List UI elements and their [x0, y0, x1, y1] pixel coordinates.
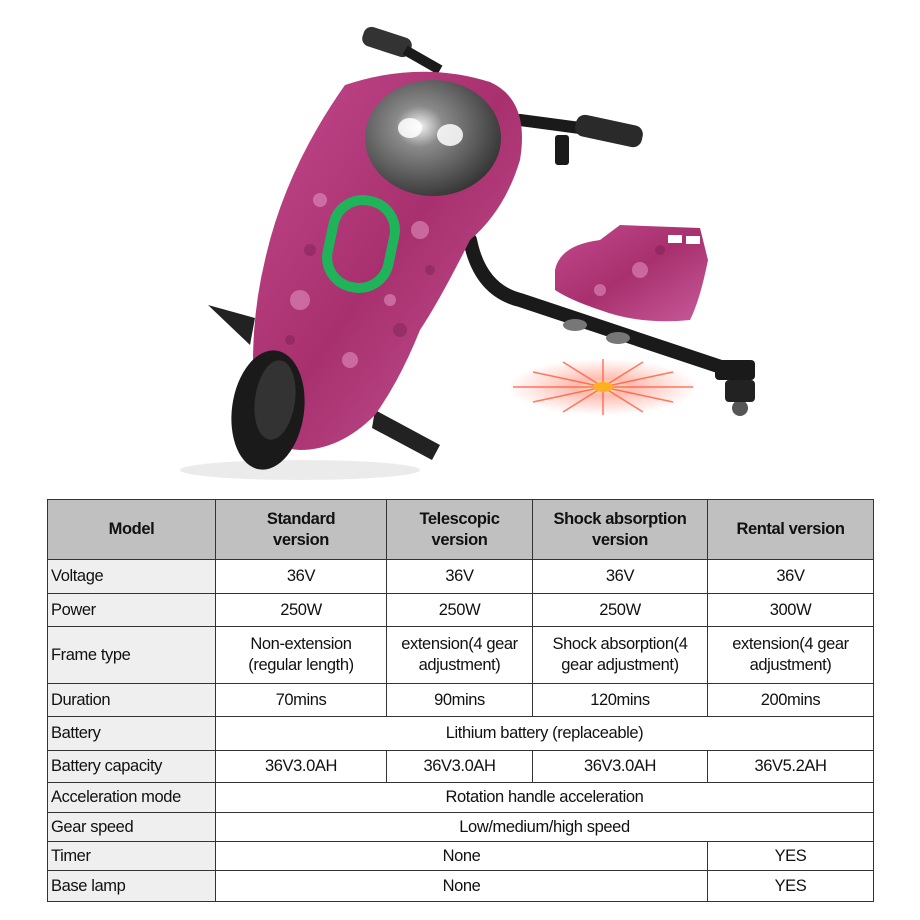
- table-row: [48, 842, 874, 871]
- table-row: [48, 560, 874, 594]
- row-label: Battery capacity: [48, 751, 216, 783]
- merged-cell: Lithium battery (replaceable): [216, 717, 874, 751]
- cell: 200mins: [708, 684, 874, 717]
- cell: 36V: [216, 560, 387, 594]
- row-label: Timer: [48, 842, 216, 871]
- spec-table: [47, 499, 874, 902]
- cell: 36V3.0AH: [533, 751, 708, 783]
- cell: 120mins: [533, 684, 708, 717]
- row-label: Frame type: [48, 627, 216, 684]
- cell: 250W: [387, 594, 533, 627]
- merged-cell: Rotation handle acceleration: [216, 783, 874, 813]
- header-shock: Shock absorption version: [533, 500, 708, 560]
- row-label: Acceleration mode: [48, 783, 216, 813]
- row-label: Power: [48, 594, 216, 627]
- cell: 90mins: [387, 684, 533, 717]
- cell: extension(4 gear adjustment): [708, 627, 874, 684]
- table-row: [48, 813, 874, 842]
- cell: 36V3.0AH: [216, 751, 387, 783]
- header-row: [48, 500, 874, 560]
- table-row: [48, 684, 874, 717]
- row-label: Base lamp: [48, 871, 216, 902]
- cell: 70mins: [216, 684, 387, 717]
- table-row: [48, 594, 874, 627]
- cell: 300W: [708, 594, 874, 627]
- cell: Non-extension (regular length): [216, 627, 387, 684]
- table-row: [48, 871, 874, 902]
- cell: extension(4 gear adjustment): [387, 627, 533, 684]
- header-telescopic: Telescopic version: [387, 500, 533, 560]
- header-rental: Rental version: [708, 500, 874, 560]
- table-row: [48, 627, 874, 684]
- row-label: Battery: [48, 717, 216, 751]
- cell: 36V5.2AH: [708, 751, 874, 783]
- cell: 250W: [533, 594, 708, 627]
- cell: YES: [708, 842, 874, 871]
- table-row: [48, 717, 874, 751]
- cell: Shock absorption(4 gear adjustment): [533, 627, 708, 684]
- cell: 250W: [216, 594, 387, 627]
- table-row: [48, 751, 874, 783]
- row-label: Gear speed: [48, 813, 216, 842]
- row-label: Voltage: [48, 560, 216, 594]
- header-standard: Standard version: [216, 500, 387, 560]
- cell: 36V: [708, 560, 874, 594]
- cell: 36V: [387, 560, 533, 594]
- base-lamp-burst: [508, 359, 698, 415]
- cell: 36V: [533, 560, 708, 594]
- merged-cell: None: [216, 871, 708, 902]
- cell: YES: [708, 871, 874, 902]
- header-model: Model: [48, 500, 216, 560]
- table-row: [48, 783, 874, 813]
- cell: 36V3.0AH: [387, 751, 533, 783]
- row-label: Duration: [48, 684, 216, 717]
- merged-cell: Low/medium/high speed: [216, 813, 874, 842]
- merged-cell: None: [216, 842, 708, 871]
